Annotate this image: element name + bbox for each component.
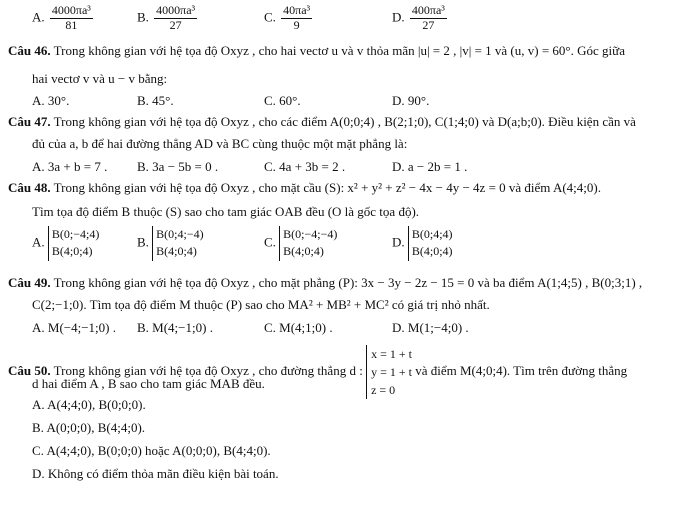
option-d bbox=[392, 4, 449, 33]
option-d: D. M(1;−4;0) . bbox=[392, 320, 469, 335]
question-text: Tìm tọa độ điểm B thuộc (S) sao cho tam giác OAB đều (O là gốc tọa độ). bbox=[32, 204, 420, 219]
option-c: C. 60°. bbox=[264, 93, 301, 108]
option-a bbox=[32, 4, 95, 33]
fraction-numerator: 4000πa³ bbox=[156, 3, 196, 17]
option-d: D. 90°. bbox=[392, 93, 430, 108]
q49-line-2 bbox=[32, 298, 490, 313]
option-b: B. M(4;−1;0) . bbox=[137, 320, 213, 335]
fraction bbox=[50, 4, 93, 33]
bracket-group bbox=[408, 226, 453, 261]
fraction-denominator: 81 bbox=[65, 17, 78, 32]
question-text: hai vectơ v và u − v bằng: bbox=[32, 71, 168, 86]
option-a: A. M(−4;−1;0) . bbox=[32, 320, 116, 335]
fraction-denominator: 27 bbox=[422, 17, 435, 32]
equation-line: z = 0 bbox=[371, 383, 396, 397]
question-number: Câu 49. bbox=[8, 275, 51, 290]
point: B(0;4;−4) bbox=[156, 227, 204, 241]
fraction-denominator: 9 bbox=[293, 17, 300, 32]
equation-system bbox=[366, 345, 412, 399]
point: B(4;0;4) bbox=[283, 244, 324, 259]
q49-line-1 bbox=[8, 276, 642, 291]
question-number: Câu 48. bbox=[8, 180, 51, 195]
question-text: Trong không gian với hệ tọa độ Oxyz , cho mặt cầu (S): x² + y² + z² − 4x − 4y − 4z = 0 và điểm A(4;4;0). bbox=[53, 180, 601, 195]
question-number: Câu 50. bbox=[8, 362, 51, 378]
option-a: A. 30°. bbox=[32, 93, 70, 108]
option-label: B. bbox=[137, 9, 149, 25]
option-label: D. bbox=[392, 234, 405, 250]
option-b bbox=[137, 226, 204, 261]
option-a bbox=[32, 226, 99, 261]
option-c: C. M(4;1;0) . bbox=[264, 320, 333, 335]
fraction-denominator: 27 bbox=[169, 17, 182, 32]
fraction bbox=[410, 4, 447, 33]
equation-line: x = 1 + t bbox=[371, 347, 412, 361]
point: B(4;0;4) bbox=[411, 244, 453, 259]
question-text: C(2;−1;0). Tìm tọa độ điểm M thuộc (P) sao cho MA² + MB² + MC² có giá trị nhỏ nhất. bbox=[32, 297, 490, 312]
option-d: D. a − 2b = 1 . bbox=[392, 159, 468, 174]
option-b: B. A(0;0;0), B(4;4;0). bbox=[32, 420, 146, 435]
option-c: C. A(4;4;0), B(0;0;0) hoặc A(0;0;0), B(4;4;0). bbox=[32, 443, 271, 458]
point: B(0;−4;−4) bbox=[283, 227, 338, 241]
point: B(4;0;4) bbox=[51, 244, 93, 259]
option-label: C. bbox=[264, 9, 276, 25]
question-text: Trong không gian với hệ tọa độ Oxyz , cho mặt phẳng (P): 3x − 3y − 2z − 15 = 0 và ba điểm A(1;4;5) , B(0;3;1) , bbox=[53, 275, 643, 290]
fraction-numerator: 40πa³ bbox=[283, 3, 311, 17]
option-a: A. 3a + b = 7 . bbox=[32, 159, 108, 174]
option-c: C. 4a + 3b = 2 . bbox=[264, 159, 346, 174]
question-text: đủ của a, b để hai đường thẳng AD và BC cùng thuộc một mặt phẳng là: bbox=[32, 136, 408, 151]
point: B(0;−4;4) bbox=[51, 227, 100, 241]
bracket-group bbox=[279, 226, 337, 261]
option-label: D. bbox=[392, 9, 405, 25]
option-label: A. bbox=[32, 234, 45, 250]
option-label: B. bbox=[137, 234, 149, 250]
option-b: B. 3a − 5b = 0 . bbox=[137, 159, 219, 174]
option-label: C. bbox=[264, 234, 276, 250]
question-text: Trong không gian với hệ tọa độ Oxyz , cho các điểm A(0;0;4) , B(2;1;0), C(1;4;0) và D(a;b;0). Điều kiện cần và bbox=[53, 114, 636, 129]
fraction bbox=[281, 4, 312, 33]
q48-line-1 bbox=[8, 181, 601, 196]
question-text: Trong không gian với hệ tọa độ Oxyz , cho hai vectơ u và v thỏa mãn |u| = 2 , |v| = 1 và (u, v) = 60°. Góc giữa bbox=[53, 43, 625, 58]
option-label: A. bbox=[32, 9, 45, 25]
option-a: A. A(4;4;0), B(0;0;0). bbox=[32, 397, 146, 412]
q46-line-1 bbox=[8, 44, 625, 59]
q50-line-2 bbox=[32, 377, 265, 392]
bracket-group bbox=[48, 226, 99, 261]
option-d bbox=[392, 226, 453, 261]
fraction-numerator: 400πa³ bbox=[411, 3, 445, 17]
q47-line-2 bbox=[32, 137, 407, 152]
question-text: Trong không gian với hệ tọa độ Oxyz , cho đường thẳng d : bbox=[53, 362, 363, 378]
question-number: Câu 47. bbox=[8, 114, 51, 129]
question-number: Câu 46. bbox=[8, 43, 51, 58]
bracket-group bbox=[152, 226, 203, 261]
option-b: B. 45°. bbox=[137, 93, 174, 108]
fraction bbox=[154, 4, 197, 33]
fraction-numerator: 4000πa³ bbox=[51, 3, 91, 17]
option-b bbox=[137, 4, 199, 33]
equation-line: y = 1 + t bbox=[371, 365, 412, 379]
question-text: d hai điểm A , B sao cho tam giác MAB đều. bbox=[32, 376, 265, 391]
point: B(0;4;4) bbox=[411, 227, 453, 241]
point: B(4;0;4) bbox=[156, 244, 197, 259]
option-c bbox=[264, 4, 314, 33]
option-c bbox=[264, 226, 337, 261]
q46-line-2 bbox=[32, 72, 167, 87]
q47-line-1 bbox=[8, 115, 636, 130]
option-d: D. Không có điểm thỏa mãn điều kiện bài toán. bbox=[32, 466, 279, 481]
question-text: và điểm M(4;0;4). Tìm trên đường thẳng bbox=[415, 362, 628, 378]
q48-line-2 bbox=[32, 205, 419, 220]
